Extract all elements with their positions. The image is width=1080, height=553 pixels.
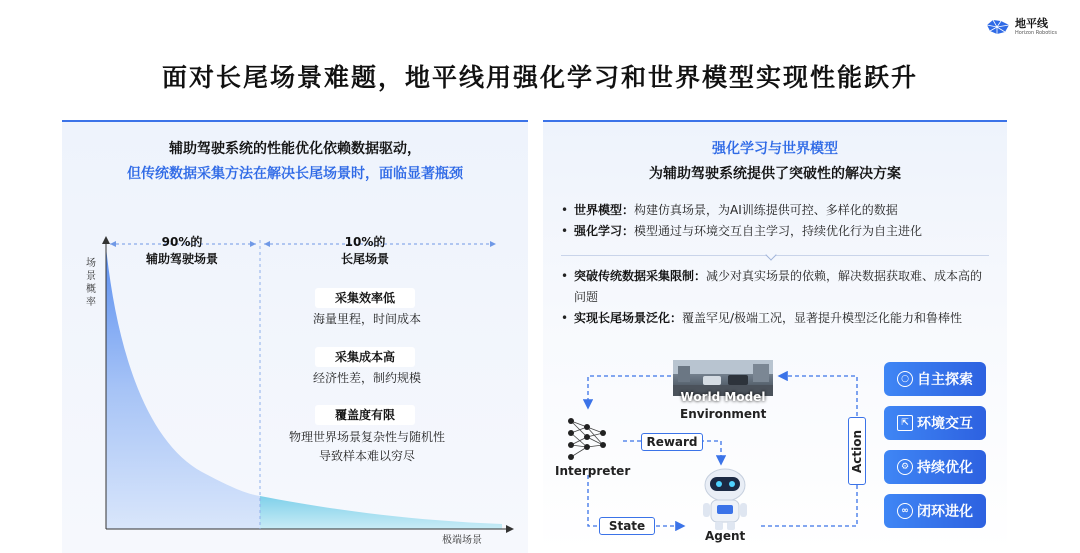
- brand-name: 地平线: [1015, 17, 1048, 30]
- segment-mainstream: [132, 234, 232, 268]
- y-axis-arrow: [102, 236, 110, 244]
- challenge-desc-coverage: 物理世界场景复杂性与随机性导致样本难以穷尽: [288, 430, 445, 463]
- distribution-curve-tail: [260, 496, 502, 529]
- tag-closed-loop-evolution: ∞ 闭环进化: [884, 494, 986, 528]
- reward-pill: Reward: [641, 433, 703, 451]
- challenge-card-cost: 采集成本高: [315, 347, 415, 367]
- segment-longtail-name: 长尾场景: [340, 252, 389, 266]
- y-axis-label: 场景概率: [86, 258, 96, 308]
- challenge-card-efficiency: 采集效率低: [315, 288, 415, 308]
- page-title: 面对长尾场景难题，地平线用强化学习和世界模型实现性能跃升: [161, 63, 918, 92]
- agent-label: Agent: [705, 529, 746, 543]
- segment-longtail-pct: 10%的: [344, 235, 386, 249]
- loop-icon: ∞: [897, 503, 913, 519]
- tag-autonomous-exploration: ○ 自主探索: [884, 362, 986, 396]
- distribution-curve-head: [106, 247, 260, 529]
- x-axis-arrow: [506, 525, 514, 533]
- challenge-desc-cost: 经济性差，制约规模: [312, 371, 421, 385]
- search-icon: ○: [897, 371, 913, 387]
- environment-label: Environment: [680, 407, 767, 421]
- interaction-icon: ⇱: [897, 415, 913, 431]
- arrow-agent-to-action: [761, 485, 857, 526]
- arrow-action-to-env: [780, 376, 857, 423]
- right-heading-2: 为辅助驾驶系统提供了突破性的解决方案: [649, 166, 901, 182]
- bullet-world-model: • 世界模型：构建仿真场景，为AI训练提供可控、多样化的数据: [561, 200, 991, 221]
- left-panel: [62, 120, 528, 553]
- brand-logo: [985, 18, 1057, 36]
- challenge-card-coverage: 覆盖度有限: [315, 405, 415, 425]
- neural-network-icon: [568, 418, 606, 460]
- segment-mainstream-name: 辅助驾驶场景: [145, 252, 218, 266]
- bullets-bottom: [561, 266, 991, 329]
- tag-environment-interaction: ⇱ 环境交互: [884, 406, 986, 440]
- interpreter-label: Interpreter: [555, 464, 631, 478]
- brand-subtitle: Horizon Robotics: [1015, 30, 1057, 36]
- gear-icon: ⚙: [897, 459, 913, 475]
- tag-continuous-optimization: ⚙ 持续优化: [884, 450, 986, 484]
- segment-longtail: [330, 234, 400, 268]
- chevron-down-icon: [765, 249, 776, 260]
- horizon-logo-icon: [985, 18, 1011, 36]
- bullet-reinforcement-learning: • 强化学习：模型通过与环境交互自主学习，持续优化行为自主进化: [561, 221, 991, 242]
- world-model-label: World Model: [680, 390, 766, 404]
- left-heading-2: 但传统数据采集方法在解决长尾场景时，面临显著瓶颈: [127, 166, 463, 182]
- segment-mainstream-pct: 90%的: [161, 235, 203, 249]
- arrow-env-to-interpreter: [588, 376, 671, 407]
- state-pill: State: [599, 517, 655, 535]
- world-model-scene-image: [673, 360, 773, 404]
- bullet-data-limit: • 突破传统数据采集限制：减少对真实场景的依赖，解决数据获取难、成本高的问题: [561, 266, 991, 308]
- long-tail-chart: [62, 122, 528, 553]
- bullets-top: [561, 200, 991, 242]
- left-heading-1: 辅助驾驶系统的性能优化依赖数据驱动，: [169, 141, 421, 157]
- robot-agent-icon: [703, 469, 747, 530]
- right-heading-1: 强化学习与世界模型: [712, 141, 838, 157]
- bullet-longtail-generalization: • 实现长尾场景泛化：覆盖罕见/极端工况，显著提升模型泛化能力和鲁棒性: [561, 308, 991, 329]
- challenge-desc-efficiency: 海量里程，时间成本: [312, 312, 421, 326]
- x-axis-label: 极端场景: [442, 535, 482, 546]
- action-pill: Action: [848, 417, 866, 485]
- rl-loop-diagram: [543, 355, 873, 553]
